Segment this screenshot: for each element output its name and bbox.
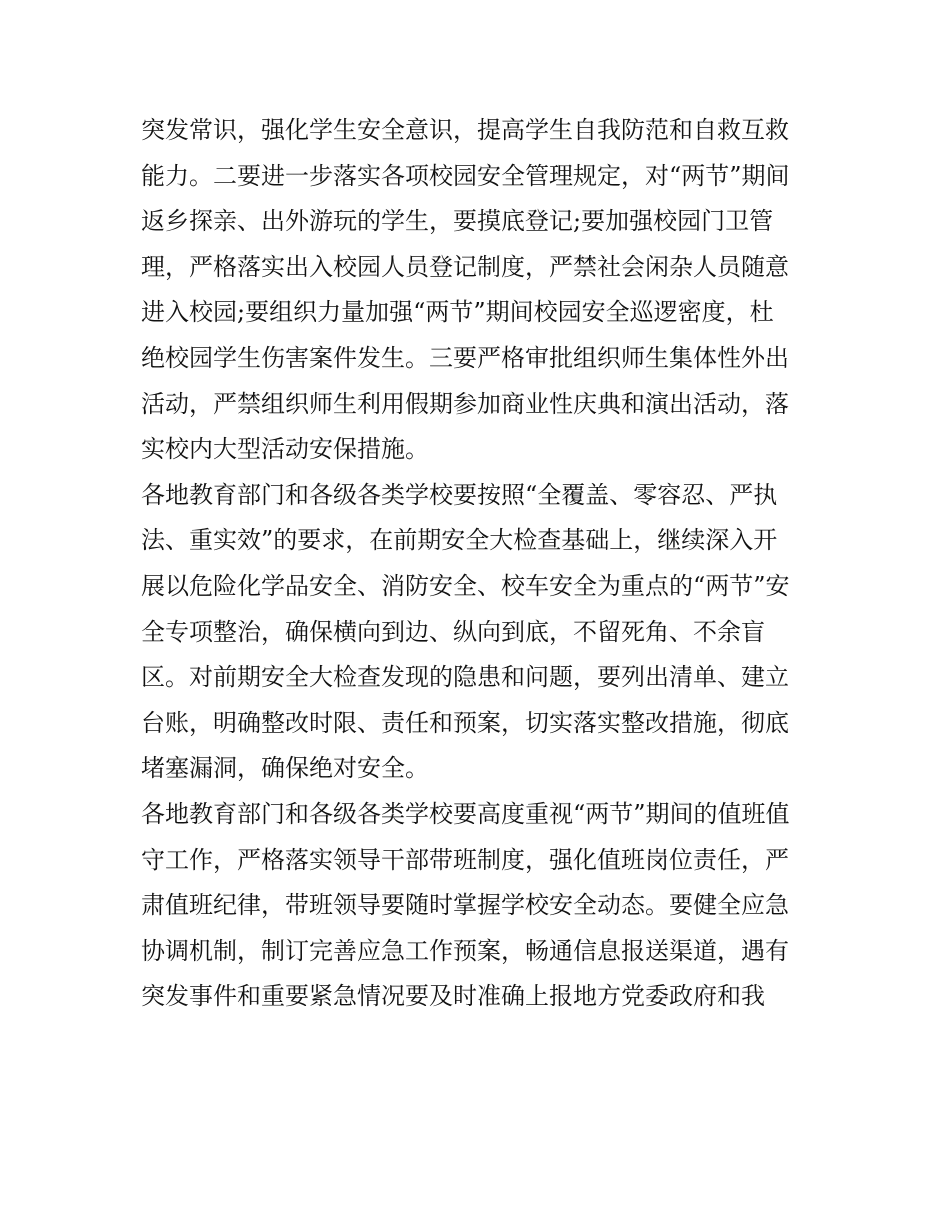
text-line: 实校内大型活动安保措施。 [141,435,429,464]
text-line: 突发常识，强化学生安全意识，提高学生自我防范和自救互救 [141,116,789,144]
text-line: 突发事件和重要紧急情况要及时准确上报地方党委政府和我 [141,982,765,1011]
document-body [141,108,821,1020]
text-line: 台账，明确整改时限、责任和预案，切实落实整改措施，彻底 [141,708,789,737]
text-line: 各地教育部门和各级各类学校要按照“全覆盖、零容忍、严执 [141,480,778,509]
paragraph-3 [141,792,821,1020]
text-line: 返乡探亲、出外游玩的学生，要摸底登记;要加强校园门卫管 [141,207,774,236]
text-line: 协调机制，制订完善应急工作预案，畅通信息报送渠道，遇有 [141,936,789,965]
paragraph-1 [141,108,821,473]
text-line: 绝校园学生伤害案件发生。三要严格审批组织师生集体性外出 [141,343,789,372]
text-line: 活动，严禁组织师生利用假期参加商业性庆典和演出活动，落 [141,389,789,418]
text-line: 展以危险化学品安全、消防安全、校车安全为重点的“两节”安 [141,571,790,600]
text-line: 守工作，严格落实领导干部带班制度，强化值班岗位责任，严 [141,845,789,874]
text-line: 进入校园;要组织力量加强“两节”期间校园安全巡逻密度，杜 [141,298,774,327]
text-line: 区。对前期安全大检查发现的隐患和问题，要列出清单、建立 [141,663,789,692]
text-line: 全专项整治，确保横向到边、纵向到底，不留死角、不余盲 [141,617,765,646]
text-line: 理，严格落实出入校园人员登记制度，严禁社会闲杂人员随意 [141,252,789,281]
text-line: 各地教育部门和各级各类学校要高度重视“两节”期间的值班值 [141,799,790,828]
paragraph-2 [141,473,821,792]
text-line: 法、重实效”的要求，在前期安全大检查基础上，继续深入开 [141,526,778,555]
text-line: 能力。二要进一步落实各项校园安全管理规定，对“两节”期间 [141,161,790,190]
text-line: 肃值班纪律，带班领导要随时掌握学校安全动态。要健全应急 [141,891,789,920]
text-line: 堵塞漏洞，确保绝对安全。 [141,754,429,783]
